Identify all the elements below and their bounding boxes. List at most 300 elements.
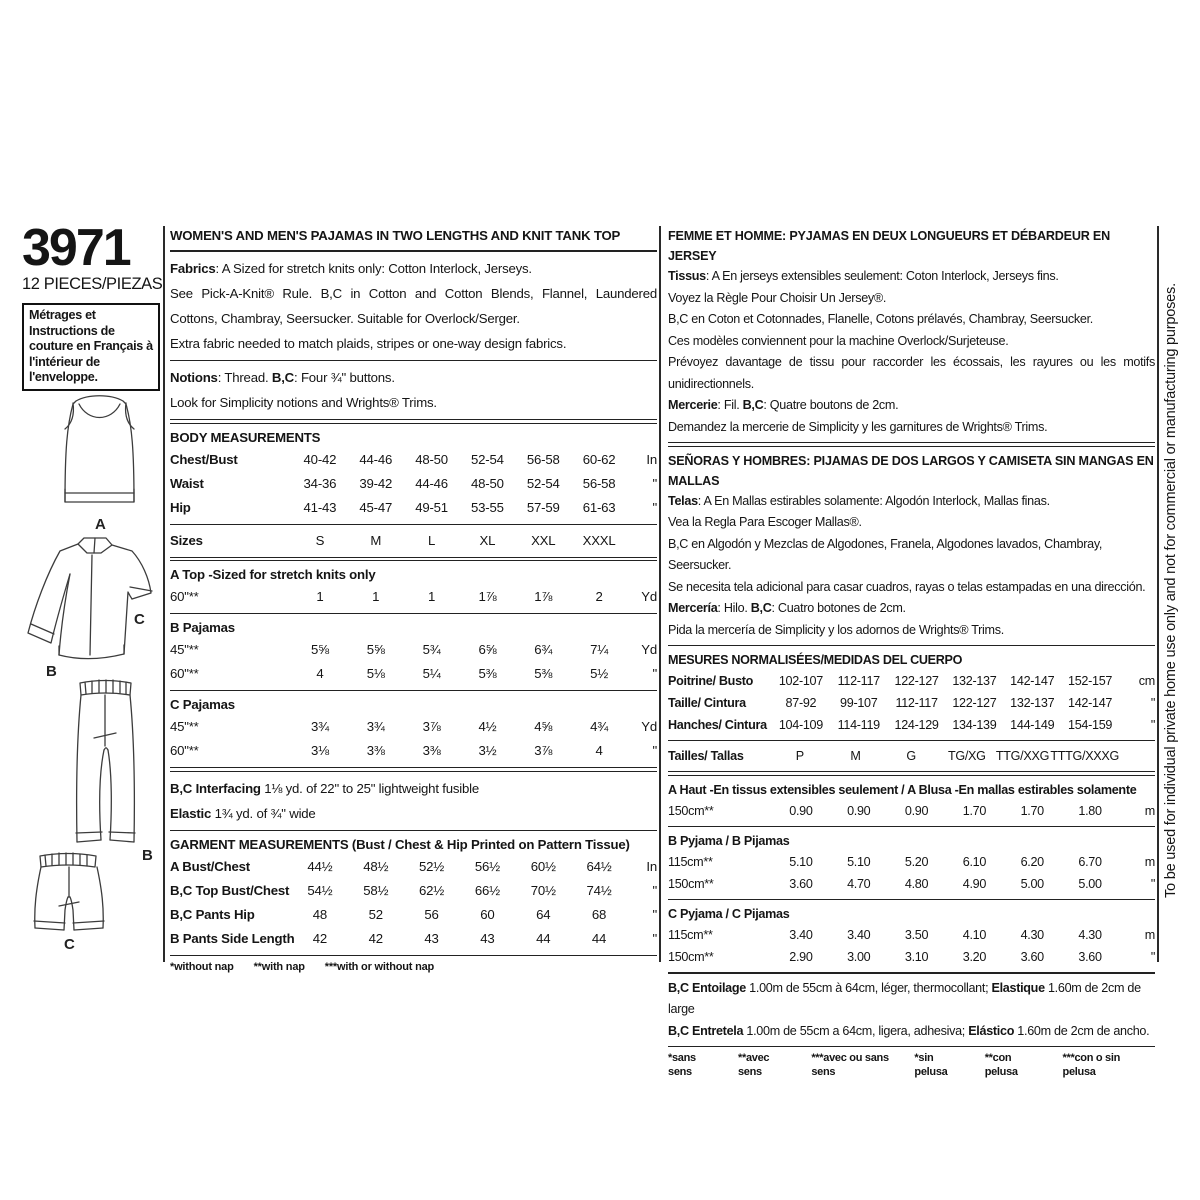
table-cell: 3.40 (789, 927, 813, 942)
unit-cell: " (652, 930, 657, 946)
bold-text: B,C (750, 601, 772, 616)
divider (668, 826, 1155, 827)
table-cell: 6.70 (1078, 854, 1102, 869)
table-cell: 58½ (363, 882, 389, 898)
table-cell: 56-58 (582, 475, 616, 491)
table-cell: 3.40 (847, 927, 871, 942)
bold-text: Elastic (170, 805, 212, 821)
table-cell: 3.10 (904, 949, 929, 964)
row-label: A Bust/Chest (170, 858, 250, 874)
interfacing-line (170, 776, 657, 801)
table-cell: 102-107 (778, 674, 823, 689)
sketch-label-c: C (134, 611, 145, 628)
row-label: 150cm** (668, 876, 714, 891)
divider (170, 767, 657, 772)
table-cell: 3⅜ (422, 743, 441, 759)
table-cell: 62½ (419, 882, 445, 898)
bold-text: B,C Interfacing (170, 780, 261, 796)
fabrics-line (170, 331, 657, 356)
footnote: *sin pelusa (914, 1052, 948, 1079)
text: Vea la Regla Para Escoger Mallas®. (668, 515, 862, 530)
divider (170, 557, 657, 562)
text: : A En jerseys extensibles seulement: Coton Interlock, Jerseys fins. (705, 269, 1059, 283)
fabrics-line (170, 256, 657, 281)
text: B,C en Coton et Cotonnades, Flanelle, Cotons prélavés, Chambray, Seersucker. (668, 312, 1093, 326)
b-pajamas-table (170, 638, 657, 686)
table-cell: 152-157 (1068, 674, 1113, 689)
table-cell: 1⅞ (534, 589, 553, 605)
english-footnotes (170, 960, 657, 974)
divider (170, 830, 657, 831)
row-label: 45"** (170, 719, 199, 735)
entoilage-line (668, 978, 1155, 1021)
text: Demandez la mercerie de Simplicity y les garnitures de Wrights® Trims. (668, 419, 1048, 434)
table-cell: 40-42 (303, 451, 337, 467)
text: B,C en Algodón y Mezclas de Algodones, Franela, Algodones lavados, Chambray, Seersucker. (668, 536, 1103, 573)
table-cell: 5.20 (904, 854, 929, 869)
row-label: 150cm** (668, 803, 714, 818)
french-title: FEMME ET HOMME: PYJAMAS EN DEUX LONGUEURS ET DÉBARDEUR EN JERSEY (668, 229, 1111, 263)
table-cell: S (315, 532, 325, 548)
divider (668, 442, 1155, 447)
table-cell: 142-147 (1010, 674, 1055, 689)
table-cell: 60-62 (582, 451, 616, 467)
table-cell: 42 (312, 930, 328, 946)
table-cell: 3.20 (962, 949, 987, 964)
table-cell: 5½ (590, 666, 609, 682)
row-label: Waist (170, 475, 204, 491)
french-spanish-column (668, 226, 1155, 1079)
table-cell: 34-36 (303, 475, 337, 491)
row-label: Hip (170, 499, 191, 515)
bold-text: B,C Entretela (668, 1023, 744, 1038)
divider (659, 226, 661, 962)
table-cell: 4.10 (962, 927, 987, 942)
sketch-label-shorts: C (64, 936, 75, 952)
text: : A En Mallas estirables solamente: Algodón Interlock, Mallas finas. (697, 493, 1050, 508)
mesures-table (668, 670, 1155, 736)
table-cell: 1 (372, 589, 380, 605)
table-cell: 49-51 (415, 499, 448, 515)
table-cell: 4¾ (590, 719, 609, 735)
table-cell: 142-147 (1068, 696, 1113, 711)
table-cell: 3.60 (789, 876, 813, 891)
table-cell: 87-92 (785, 696, 817, 711)
row-label: 115cm** (668, 854, 713, 869)
divider (170, 360, 657, 361)
table-cell: 2.90 (789, 949, 813, 964)
table-cell: 52½ (419, 858, 445, 874)
text: Ces modèles conviennent pour la machine Overlock/Surjeteuse. (668, 333, 1009, 348)
table-cell: 3⅜ (366, 743, 385, 759)
table-cell: 144-149 (1010, 718, 1055, 733)
sidebar (22, 219, 163, 391)
table-cell: 112-117 (895, 696, 938, 711)
bold-text: Elástico (968, 1023, 1015, 1038)
table-cell: 4 (595, 743, 603, 759)
divider (668, 771, 1155, 776)
row-label: 60"** (170, 743, 199, 759)
sketch-label-pants: B (142, 847, 153, 864)
french-line (668, 309, 1155, 331)
table-cell: 6¾ (534, 642, 553, 658)
table-cell: 56½ (474, 858, 500, 874)
unit-cell: Yd (641, 642, 657, 658)
pajama-top-sketch (20, 536, 166, 680)
table-cell: 6.20 (1020, 854, 1044, 869)
elastic-line (170, 801, 657, 826)
text: 1.60m de 2cm de ancho. (1014, 1023, 1150, 1038)
table-cell: 61-63 (582, 499, 616, 515)
table-cell: 66½ (474, 882, 500, 898)
table-cell: 4.30 (1020, 927, 1044, 942)
unit-cell: " (1150, 876, 1155, 891)
french-notice-box: Métrages et Instructions de couture en Français à l'intérieur de l'enveloppe. (22, 303, 160, 391)
table-cell: 43 (424, 930, 439, 946)
text: Look for Simplicity notions and Wrights® Trims. (170, 395, 437, 410)
table-cell: 52-54 (526, 475, 560, 491)
pants-sketch (56, 674, 156, 864)
table-cell: 5⅛ (366, 666, 385, 682)
table-cell: 122-127 (952, 696, 997, 711)
text: Se necesita tela adicional para casar cuadros, rayas o telas estampadas en una dirección. (668, 579, 1146, 594)
bold-text: B,C Entoilage (668, 980, 746, 995)
table-cell: 44 (536, 930, 551, 946)
table-cell: 1.70 (962, 803, 987, 818)
table-cell: 7¼ (590, 642, 609, 658)
table-cell: 3.60 (1020, 949, 1044, 964)
table-cell: 3¾ (310, 719, 329, 735)
footnote: *sans sens (668, 1052, 696, 1079)
table-cell: TTTG/XXXG (1050, 749, 1119, 764)
table-cell: 5⅝ (310, 642, 329, 658)
table-cell: 2 (595, 589, 603, 605)
divider (170, 955, 657, 956)
table-cell: 124-129 (894, 718, 939, 733)
table-cell: 3¾ (366, 719, 385, 735)
footnote: ***avec ou sans sens (811, 1052, 889, 1079)
row-label: Hanches/ Cintura (668, 718, 767, 733)
unit-cell (627, 529, 657, 553)
divider (170, 613, 657, 614)
table-cell: XXL (531, 532, 556, 548)
table-cell: L (428, 532, 436, 548)
spanish-title: SEÑORAS Y HOMBRES: PIJAMAS DE DOS LARGOS Y CAMISETA SIN MANGAS EN MALLAS (668, 453, 1154, 488)
table-cell: 3.60 (1078, 949, 1102, 964)
c-pyjama-table (668, 924, 1155, 968)
divider (668, 899, 1155, 900)
french-spanish-footnotes (668, 1051, 1155, 1079)
table-cell: 0.90 (904, 803, 929, 818)
table-cell: M (370, 532, 382, 548)
pattern-number: 3971 (22, 219, 130, 277)
garment-measurements-header: GARMENT MEASUREMENTS (Bust / Chest & Hip Printed on Pattern Tissue) (170, 836, 630, 852)
tank-top-sketch (42, 392, 158, 534)
text: : Fil. (717, 398, 743, 412)
table-cell: 44½ (307, 858, 333, 874)
mesures-header: MESURES NORMALISÉES/MEDIDAS DEL CUERPO (668, 653, 963, 668)
table-cell: 44-46 (415, 475, 448, 491)
table-cell: 4.30 (1078, 927, 1102, 942)
c-pajamas-table (170, 715, 657, 763)
footnote: *without nap (170, 960, 234, 973)
table-cell: 122-127 (894, 674, 939, 689)
row-label: Tailles/ Tallas (668, 749, 744, 764)
bold-text: Elastique (991, 980, 1045, 995)
unit-cell: In (646, 451, 657, 467)
body-measurements-header: BODY MEASUREMENTS (170, 429, 321, 445)
table-cell: 3.50 (904, 927, 929, 942)
table-cell: 132-137 (1010, 696, 1055, 711)
divider (668, 645, 1155, 646)
c-pajamas-header: C Pajamas (170, 697, 235, 713)
divider (668, 740, 1155, 741)
bold-text: Mercerie (668, 398, 718, 412)
a-top-header: A Top -Sized for stretch knits only (170, 567, 376, 583)
table-cell: 48½ (363, 858, 389, 874)
unit-cell: " (652, 475, 657, 491)
unit-cell: " (652, 906, 657, 922)
french-footnotes (668, 1051, 914, 1079)
footnote: ***con o sin pelusa (1062, 1052, 1121, 1079)
table-cell: 56 (424, 906, 439, 922)
table-cell: 0.90 (789, 803, 813, 818)
table-cell: 4.70 (847, 876, 871, 891)
table-cell: 70½ (530, 882, 556, 898)
sketch-label-a: A (95, 516, 106, 533)
text: : Four ¾" buttons. (294, 370, 395, 385)
unit-cell: cm (1138, 674, 1155, 689)
notions-line (170, 365, 657, 390)
table-cell: 1⅞ (478, 589, 497, 605)
table-cell: 1.70 (1020, 803, 1044, 818)
unit-cell: " (1150, 696, 1155, 711)
row-label: 45"** (170, 642, 199, 658)
table-cell: 3.00 (847, 949, 871, 964)
text: : Quatre boutons de 2cm. (763, 398, 899, 412)
row-label: Taille/ Cintura (668, 696, 746, 711)
table-cell: 114-119 (837, 718, 880, 733)
table-cell: 3⅞ (422, 719, 441, 735)
text: : Thread. (217, 370, 272, 385)
table-cell: 4.80 (904, 876, 929, 891)
bold-text: Fabrics (170, 261, 216, 276)
spanish-line (668, 620, 1155, 642)
text: 1¾ yd. of ¾" wide (211, 805, 316, 821)
shorts-sketch (26, 848, 118, 952)
unit-cell: m (1144, 927, 1155, 942)
french-line (668, 288, 1155, 310)
table-cell: 134-139 (952, 718, 997, 733)
table-cell: 53-55 (471, 499, 504, 515)
spanish-line (668, 512, 1155, 534)
table-cell: 5.10 (789, 854, 813, 869)
pieces-count: 12 PIECES/PIEZAS (22, 275, 163, 293)
table-cell: 6⅝ (478, 642, 497, 658)
table-cell: 4.90 (962, 876, 987, 891)
table-cell: 68 (591, 906, 607, 922)
bold-text: Telas (668, 493, 698, 508)
table-cell: 45-47 (359, 499, 393, 515)
row-label: B,C Top Bust/Chest (170, 882, 290, 898)
french-line (668, 352, 1155, 395)
row-label: 60"** (170, 666, 199, 682)
text: Pida la mercería de Simplicity y los adornos de Wrights® Trims. (668, 622, 1004, 637)
spanish-line (668, 577, 1155, 599)
table-cell: 4½ (478, 719, 497, 735)
table-cell: G (906, 749, 916, 764)
row-label: Poitrine/ Busto (668, 674, 754, 689)
table-cell: 64 (536, 906, 551, 922)
text: Voyez la Règle Pour Choisir Un Jersey®. (668, 290, 887, 305)
table-cell: 5.10 (847, 854, 871, 869)
text: 1.00m de 55cm à 64cm, léger, thermocollant; (745, 980, 992, 995)
bold-text: Notions (170, 370, 218, 385)
table-cell: 60½ (530, 858, 556, 874)
body-measurements-table (170, 448, 657, 520)
unit-cell: Yd (641, 589, 657, 605)
text: Extra fabric needed to match plaids, stripes or one-way design fabrics. (170, 336, 567, 351)
tailles-row (668, 745, 1155, 767)
spanish-line (668, 491, 1155, 513)
footnote: **con pelusa (984, 1052, 1018, 1079)
table-cell: 6.10 (962, 854, 987, 869)
table-cell: 5⅜ (478, 666, 497, 682)
table-cell: 99-107 (840, 696, 878, 711)
divider (170, 524, 657, 525)
table-cell: 44 (591, 930, 607, 946)
divider (170, 690, 657, 691)
table-cell: 154-159 (1068, 718, 1113, 733)
table-cell: 74½ (586, 882, 612, 898)
a-haut-header: A Haut -En tissus extensibles seulement / A Blusa -En mallas estirables solamente (668, 782, 1137, 797)
table-cell: 41-43 (303, 499, 337, 515)
divider (668, 972, 1155, 974)
table-cell: 54½ (307, 882, 333, 898)
fabrics-line (170, 281, 657, 331)
b-pajamas-header: B Pajamas (170, 620, 235, 636)
footnote: **with nap (253, 960, 305, 973)
unit-cell: " (652, 882, 657, 898)
row-label: Sizes (170, 532, 203, 548)
divider (170, 250, 657, 252)
table-cell: 44-46 (359, 451, 393, 467)
table-cell: 5.00 (1020, 876, 1044, 891)
divider (1157, 226, 1159, 962)
table-cell: 132-137 (952, 674, 997, 689)
table-cell: 5¼ (422, 666, 441, 682)
unit-cell: m (1144, 854, 1155, 869)
bold-text: B,C (742, 398, 764, 412)
table-cell: 52 (368, 906, 383, 922)
unit-cell: " (1150, 718, 1155, 733)
row-label: 60"** (170, 589, 199, 605)
unit-cell: m (1144, 803, 1155, 818)
table-cell: M (850, 749, 861, 764)
table-cell: 4 (316, 666, 324, 682)
table-cell: 3⅛ (310, 743, 329, 759)
table-cell: 57-59 (526, 499, 560, 515)
sizes-row (170, 529, 657, 553)
table-cell: 56-58 (526, 451, 560, 467)
table-cell: XL (479, 532, 496, 548)
text: : A Sized for stretch knits only: Cotton Interlock, Jerseys. (215, 261, 532, 276)
table-cell: 3½ (478, 743, 497, 759)
home-use-notice: To be used for individual private home use only and not for commercial or manufacturing purposes. (1163, 283, 1179, 898)
footnote: ***with or without nap (324, 960, 435, 973)
text: : Cuatro botones de 2cm. (771, 601, 906, 616)
unit-cell: " (652, 499, 657, 515)
unit-cell: " (1150, 949, 1155, 964)
table-cell: 1 (428, 589, 436, 605)
table-cell: P (795, 749, 804, 764)
french-line (668, 331, 1155, 353)
unit-cell: In (646, 858, 657, 874)
c-pyjama-header: C Pyjama / C Pijamas (668, 906, 790, 921)
table-cell: 48-50 (415, 451, 448, 467)
row-label: Chest/Bust (170, 451, 238, 467)
spanish-line (668, 534, 1155, 577)
row-label: B Pants Side Length (170, 930, 295, 946)
table-cell: 5¾ (422, 642, 441, 658)
table-cell: 5⅝ (366, 642, 385, 658)
notions-line (170, 390, 657, 415)
a-top-table (170, 585, 657, 609)
text: 1.60m de 2cm de large (668, 980, 1141, 1017)
bold-text: Mercería (668, 601, 718, 616)
unit-cell: " (652, 666, 657, 682)
table-cell: TTG/XXG (995, 749, 1050, 764)
b-pyjama-header: B Pyjama / B Pijamas (668, 833, 790, 848)
table-cell: 4⅝ (534, 719, 553, 735)
table-cell: 104-109 (778, 718, 823, 733)
spanish-line (668, 598, 1155, 620)
table-cell: XXXL (582, 532, 616, 548)
text: 1⅛ yd. of 22" to 25" lightweight fusible (260, 780, 479, 796)
text: : Hilo. (717, 601, 751, 616)
text: See Pick-A-Knit® Rule. B,C in Cotton and Cotton Blends, Flannel, Laundered Cottons, Chambray, Seersucker. Suitable for Overlock/Serger. (170, 286, 657, 326)
garment-measurements-table (170, 855, 657, 951)
bold-text: Tissus (668, 269, 706, 283)
table-cell: 48-50 (471, 475, 504, 491)
entretela-line (668, 1021, 1155, 1043)
table-cell: 64½ (586, 858, 612, 874)
unit-cell: Yd (641, 719, 657, 735)
text: Prévoyez davantage de tissu pour raccorder les écossais, les rayures ou les motifs unidirectionnels. (668, 355, 1155, 391)
table-cell: 42 (368, 930, 383, 946)
french-line (668, 417, 1155, 439)
table-cell: 5⅜ (534, 666, 553, 682)
unit-cell (1119, 745, 1155, 767)
b-pyjama-table (668, 851, 1155, 895)
spanish-footnotes (914, 1051, 1155, 1079)
table-cell: 60 (480, 906, 495, 922)
table-cell: 5.00 (1078, 876, 1102, 891)
english-column (170, 226, 657, 974)
table-cell: 1 (316, 589, 324, 605)
table-cell: 48 (312, 906, 328, 922)
table-cell: 112-117 (837, 674, 880, 689)
table-cell: 43 (480, 930, 495, 946)
a-haut-table (668, 800, 1155, 822)
bold-text: B,C (271, 370, 295, 385)
table-cell: 39-42 (359, 475, 393, 491)
table-cell: 3⅞ (534, 743, 553, 759)
row-label: B,C Pants Hip (170, 906, 255, 922)
table-cell: 52-54 (471, 451, 504, 467)
unit-cell: " (652, 743, 657, 759)
table-cell: TG/XG (947, 749, 986, 764)
